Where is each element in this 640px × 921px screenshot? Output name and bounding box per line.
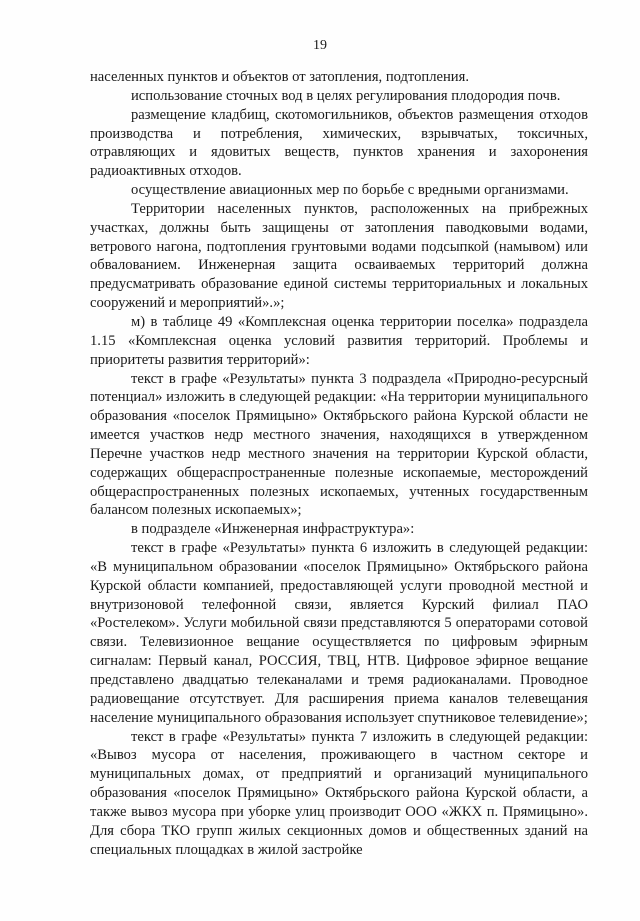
body-text — [90, 68, 588, 859]
paragraph-9: текст в графе «Результаты» пункта 6 изложить в следующей редакции: «В муниципальном образовании «поселок Прямицыно» Октябрьского района Курской области компанией, предоставляющей услуги проводной местной и внутризоновой телефонной связи, является Курский филиал ПАО «Ростелеком». Услуги мобильной связи представляются 5 операторами сотовой связи. Телевизионное вещание осуществляется по цифровым эфирным сигналам: Первый канал, РОССИЯ, ТВЦ, НТВ. Цифровое эфирное вещание представлено двадцатью телеканалами и тремя радиоканалами. Проводное радиовещание отсутствует. Для расширения приема каналов телевещания население муниципального образования использует спутниковое телевидение»; — [90, 540, 588, 726]
paragraph-10: текст в графе «Результаты» пункта 7 изложить в следующей редакции: «Вывоз мусора от населения, проживающего в частном секторе и муниципальных домах, от предприятий и организаций муниципального образования «поселок Прямицыно» Октябрьского района Курской области, а также вывоз мусора при уборке улиц производит ООО «ЖКХ п. Прямицыно». Для сбора ТКО групп жилых секционных домов и общественных зданий на специальных площадках в жилой застройке — [90, 728, 588, 858]
paragraph-6: м) в таблице 49 «Комплексная оценка территории поселка» подраздела 1.15 «Комплексная оценка условий развития территорий. Проблемы и приоритеты развития территорий»: — [90, 313, 588, 368]
paragraph-4: осуществление авиационных мер по борьбе с вредными организмами. — [131, 182, 569, 199]
paragraph-5: Территории населенных пунктов, расположенных на прибрежных участках, должны быть защищены от затопления паводковыми водами, ветрового нагона, подтопления грунтовыми водами подсыпкой (намывом) или обвалованием. Инженерная защита осваиваемых территорий должна предусматривать образование единой системы территориальных и локальных сооружений и мероприятий».»; — [90, 200, 588, 312]
page-number: 19 — [313, 38, 327, 53]
paragraph-1: населенных пунктов и объектов от затопления, подтопления. — [90, 69, 469, 85]
paragraph-3: размещение кладбищ, скотомогильников, объектов размещения отходов производства и потребления, химических, взрывчатых, токсичных, отравляющих и ядовитых веществ, пунктов хранения и захоронения радиоактивных отходов. — [90, 106, 588, 180]
paragraph-7: текст в графе «Результаты» пункта 3 подраздела «Природно-ресурсный потенциал» изложить в следующей редакции: «На территории муниципального образования «поселок Прямицыно» Октябрьского района Курской области не имеется участков недр местного значения, находящихся в утвержденном Перечне участков недр местного значения на территории Курской области, содержащих общераспространенные полезные ископаемые, месторождений общераспространенных полезных ископаемых, учтенных государственным балансом полезных ископаемых»; — [90, 370, 588, 519]
paragraph-8: в подразделе «Инженерная инфраструктура»: — [131, 521, 415, 538]
paragraph-2: использование сточных вод в целях регулирования плодородия почв. — [131, 87, 561, 104]
